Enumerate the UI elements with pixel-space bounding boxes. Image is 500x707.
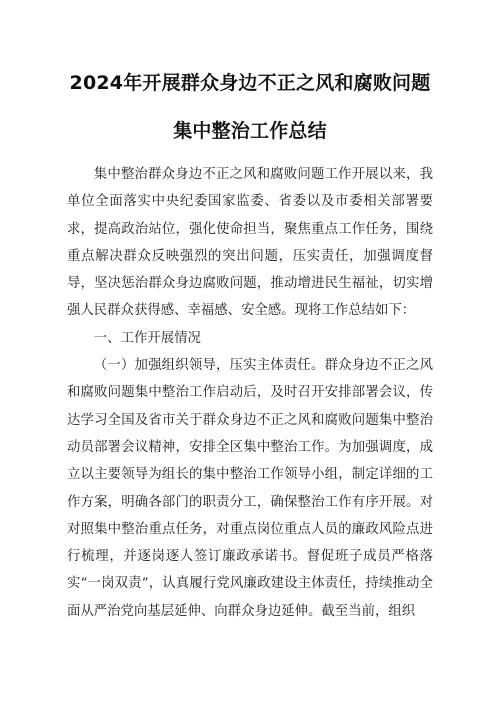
section-heading: 一、工作开展情况: [93, 330, 201, 346]
intro-paragraph: 集中整治群众身边不正之风和腐败问题工作开展以来，我单位全面落实中央纪委国家监委、省委以及市委相关部署要求，提高政治站位，强化使命担当，聚焦重点工作任务，围绕重点解决群众反映强烈的突出问题，压实责任，加强调度督导，坚决惩治群众身边腐败问题，推动增进民生福祉，切实增强人民群众获得感、幸福感、安全感。现将工作总结如下：: [67, 167, 433, 319]
document-body: [67, 161, 433, 625]
section-paragraph: （一）加强组织领导，压实主体责任。群众身边不正之风和腐败问题集中整治工作启动后，及时召开安排部署会议，传达学习全国及省市关于群众身边不正之风和腐败问题集中整治动员部署会议精神，安排全区集中整治工作。为加强调度，成立以主要领导为组长的集中整治工作领导小组，制定详细的工作方案，明确各部门的职责分工，确保整治工作有序开展。对对照集中整治重点任务，对重点岗位重点人员的廉政风险点进行梳理，并逐岗逐人签订廉政承诺书。督促班子成员严格落实“一岗双责”，认真履行党风廉政建设主体责任，持续推动全面从严治党向基层延伸、向群众身边延伸。截至当前，组织: [67, 358, 433, 619]
document-title-line-1: 2024年开展群众身边不正之风和腐败问题: [69, 72, 431, 94]
document-title-line-2: 集中整治工作总结: [173, 120, 327, 142]
